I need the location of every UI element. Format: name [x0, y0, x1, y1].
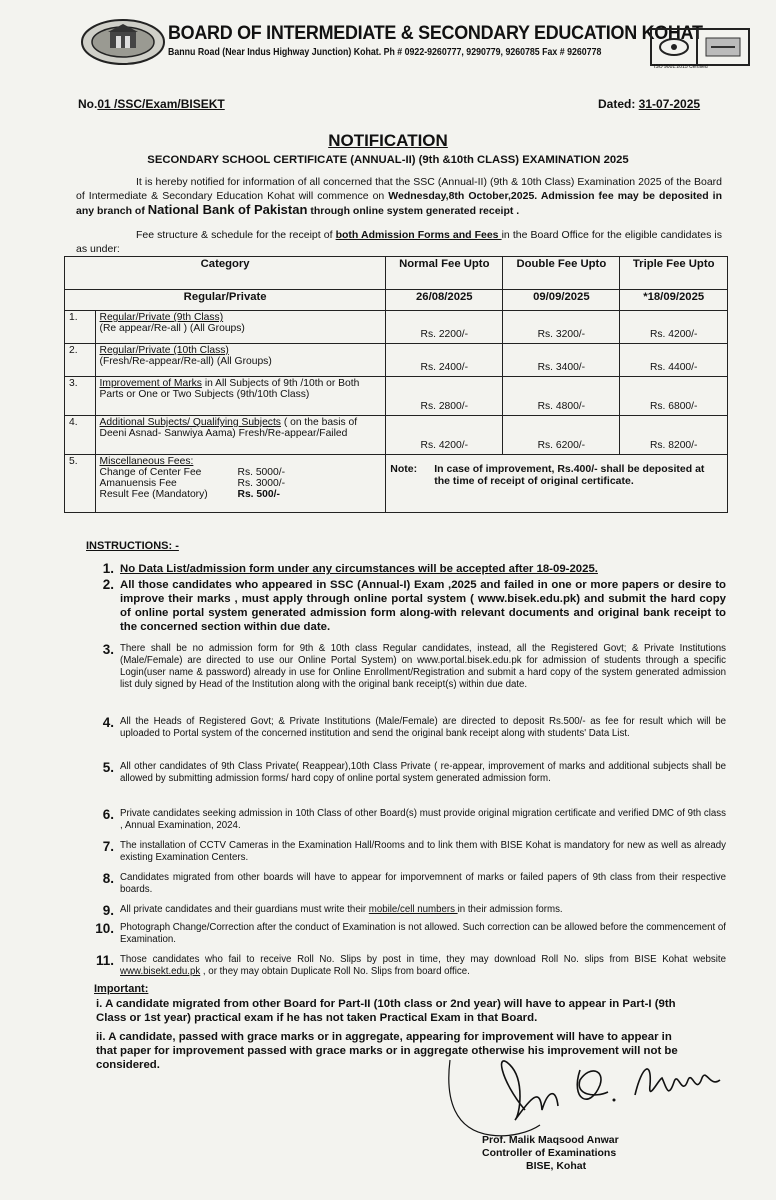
header-category: Category — [65, 257, 386, 290]
signatory-name: Prof. Malik Maqsood Anwar — [482, 1134, 619, 1146]
fee-table — [64, 256, 728, 513]
instructions-heading: INSTRUCTIONS: - — [86, 540, 179, 552]
board-address: Bannu Road (Near Indus Highway Junction) Kohat. Ph # 0922-9260777, 9290779, 9260785 Fax # 9260778 — [168, 47, 602, 58]
board-title: BOARD OF INTERMEDIATE & SECONDARY EDUCATION KOHAT — [168, 22, 703, 44]
list-item: 6. Private candidates seeking admission in 10th Class of other Board(s) must provide original migration certificate and verified DMC of 9th class , Annual Examination, 2024. — [102, 807, 726, 831]
signatory-designation: Controller of Examinations — [482, 1147, 617, 1159]
table-row: 2. Regular/Private (10th Class) (Fresh/Re-appear/Re-all) (All Groups) Rs. 2400/- Rs. 3400/- Rs. 4400/- — [65, 344, 728, 377]
header-double: Double Fee Upto — [503, 257, 620, 290]
header-triple: Triple Fee Upto — [620, 257, 728, 290]
iso-caption: ISO 9001:2015 Certified — [654, 64, 708, 70]
signature-image — [430, 1040, 740, 1140]
list-item: 5. All other candidates of 9th Class Private( Reappear),10th Class Private ( re-appear, improvement of marks and additional subjects shall be allowed by submitting admission forms/ hard copy of online portal system generated admission form. — [102, 760, 726, 784]
important-heading: Important: — [94, 983, 149, 995]
reference-number: No.01 /SSC/Exam/BISEKT — [78, 97, 225, 111]
schedule-paragraph: Fee structure & schedule for the receipt of both Admission Forms and Fees in the Board Office for the eligible candidates is as under: — [76, 229, 722, 255]
list-item: 3. There shall be no admission form for 9th & 10th class Regular candidates, instead, all the Registered Govt; & Private Institutions (Male/Female) are directed to use our Online Portal System) on www.portal.bisek.edu.pk for admission of students through a specific Login(user name & password) already in use for Online Enrollment/Registration and submit a hard copy of the system generated admission list duly signed by Head of the Institution along with the original bank receipt(s) within due date. — [102, 642, 726, 690]
improvement-note: Note: In case of improvement, Rs.400/- shall be deposited at the time of receipt of original certificate. — [386, 455, 728, 513]
list-item: 4. All the Heads of Registered Govt; & Private Institutions (Male/Female) are directed to deposit Rs.500/- as fee for result which will be uploaded to Portal system of the concerned institution and send the original bank receipt along with students' Data List. — [102, 715, 726, 739]
header-normal: Normal Fee Upto — [386, 257, 503, 290]
table-row: 3. Improvement of Marks in All Subjects of 9th /10th or Both Parts or One or Two Subjects (9th/10th Class) Rs. 2800/- Rs. 4800/- Rs. 6800/- — [65, 377, 728, 416]
important-item: i. A candidate migrated from other Board for Part-II (10th class or 2nd year) will have to appear in Part-I (9th Class or 1st year) practical exam if he has not taken Practical Exam in that Board. — [96, 998, 676, 1025]
table-header-row — [65, 257, 728, 290]
intro-paragraph: It is hereby notified for information of all concerned that the SSC (Annual-II) (9th & 10th Class) Examination 2025 of the Board of Intermediate & Secondary Education Kohat will commence on Wednesday,8th October,2025. Admission fee may be deposited in any branch of National Bank of Pakistan through online system generated receipt . — [76, 176, 722, 217]
list-item: 10. Photograph Change/Correction after the conduct of Examination is not allowed. Such correction can be allowed before the commencement of Examination. — [95, 921, 726, 945]
subheader-normal: 26/08/2025 — [386, 290, 503, 311]
list-item: 11. Those candidates who fail to receive Roll No. Slips by post in time, they may download Roll No. slips from BISE Kohat website www.bisekt.edu.pk , or they may obtain Duplicate Roll No. Slips from board office. — [95, 953, 726, 977]
notification-title: NOTIFICATION — [328, 131, 448, 150]
notification-subtitle: SECONDARY SCHOOL CERTIFICATE (ANNUAL-II) (9th &10th CLASS) EXAMINATION 2025 — [147, 154, 629, 166]
important-item: ii. A candidate, passed with grace marks or in aggregate, appearing for improvement will have to appear in that paper for improvement passed with grace marks or in aggregate otherwise his improvement will not be considered. — [96, 1031, 678, 1072]
signatory-block — [482, 1134, 619, 1173]
signatory-office: BISE, Kohat — [526, 1160, 587, 1172]
table-row: 4. Additional Subjects/ Qualifying Subjects ( on the basis of Deeni Asnad- Sanwiya Aama) Fresh/Re-appear/Failed Rs. 4200/- Rs. 6200/- Rs. 8200/- — [65, 416, 728, 455]
iso-certification-icon — [650, 28, 750, 66]
table-subheader-row — [65, 290, 728, 311]
board-seal-icon — [80, 18, 166, 66]
subheader-category: Regular/Private — [65, 290, 386, 311]
list-item: 7. The installation of CCTV Cameras in the Examination Hall/Rooms and to link them with BISE Kohat is mandatory for new as well as already existing Examination Centers. — [102, 839, 726, 863]
subheader-double: 09/09/2025 — [503, 290, 620, 311]
table-row: 1. Regular/Private (9th Class) (Re appear/Re-all ) (All Groups) Rs. 2200/- Rs. 3200/- Rs. 4200/- — [65, 311, 728, 344]
table-row-misc: 5. Miscellaneous Fees: Change of Center Fee Rs. 5000/- Amanuensis Fee Rs. 3000/- Result Fee (Mandatory) Rs. 500/- Note: In case of improvement, Rs.400/- shall be deposited at the time of receipt of original certificate. — [65, 455, 728, 513]
subheader-triple: *18/09/2025 — [620, 290, 728, 311]
list-item: 9. All private candidates and their guardians must write their mobile/cell numbers in their admission forms. — [102, 903, 563, 918]
list-item: 1. No Data List/admission form under any circumstances will be accepted after 18-09-2025. — [102, 561, 598, 576]
list-item: 8. Candidates migrated from other boards will have to appear for imporvemnent of marks or failed papers of 9th class from their respective boards. — [102, 871, 726, 895]
dated: Dated: 31-07-2025 — [598, 97, 701, 111]
list-item: 2. All those candidates who appeared in SSC (Annual-I) Exam ,2025 and failed in one or more papers or desire to improve their marks , must apply through online portal system ( www.bisek.edu.pk) and submit the hard copy of online portal system generated admission form along-with relevant documents and original bank receipt to the concerned section within due date. — [102, 577, 726, 633]
